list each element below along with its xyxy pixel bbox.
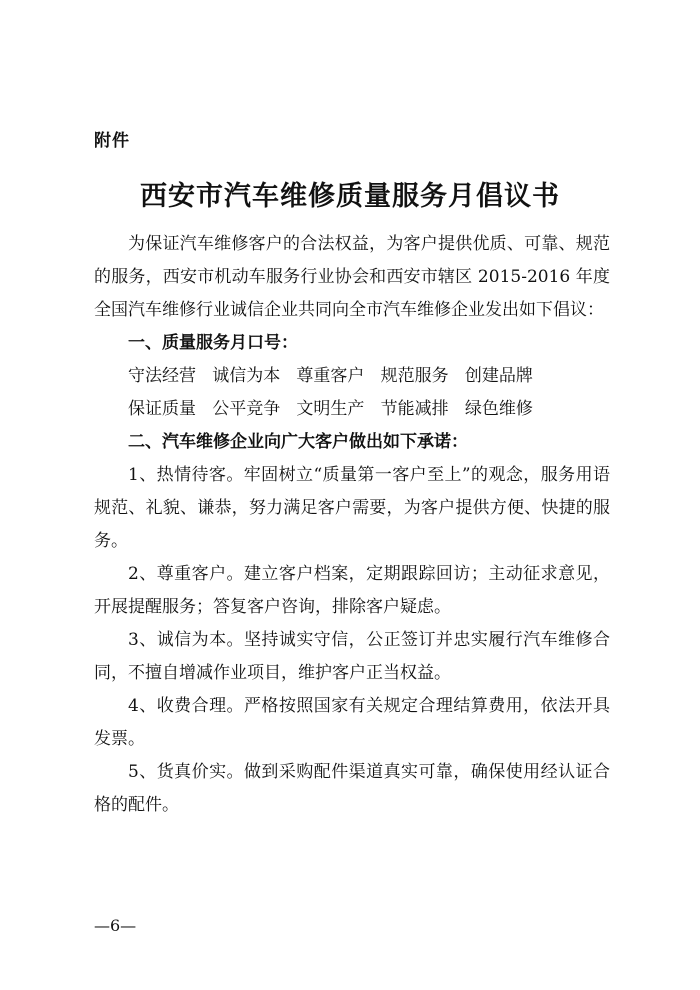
section2-heading: 二、汽车维修企业向广大客户做出如下承诺：: [128, 432, 468, 452]
section1-heading: 一、质量服务月口号：: [128, 333, 298, 353]
commitment-item: 5、货真价实。做到采购配件渠道真实可靠，确保使用经认证合格的配件。: [94, 762, 610, 815]
document-title: 西安市汽车维修质量服务月倡议书: [140, 181, 560, 212]
page-number: —6—: [94, 916, 137, 935]
attachment-label: 附件: [94, 131, 130, 151]
intro-paragraph: 为保证汽车维修客户的合法权益，为客户提供优质、可靠、规范的服务，西安市机动车服务行业协会和西安市辖区 2015-2016 年度全国汽车维修行业诚信企业共同向全市汽车维修企业发出如下倡议：: [94, 234, 610, 320]
commitment-item: 1、热情待客。牢固树立“质量第一客户至上”的观念，服务用语规范、礼貌、谦恭，努力满足客户需要，为客户提供方便、快捷的服务。: [94, 465, 610, 551]
slogan-line-2: 保证质量 公平竞争 文明生产 节能减排 绿色维修: [128, 399, 533, 419]
commitment-item: 4、收费合理。严格按照国家有关规定合理结算费用，依法开具发票。: [94, 696, 610, 749]
commitment-item: 3、诚信为本。坚持诚实守信，公正签订并忠实履行汽车维修合同，不擅自增减作业项目，维护客户正当权益。: [94, 630, 610, 683]
commitment-item: 2、尊重客户。建立客户档案，定期跟踪回访；主动征求意见，开展提醒服务；答复客户咨询，排除客户疑虑。: [94, 564, 610, 617]
document-body: [94, 228, 610, 822]
slogan-line-1: 守法经营 诚信为本 尊重客户 规范服务 创建品牌: [128, 366, 533, 386]
